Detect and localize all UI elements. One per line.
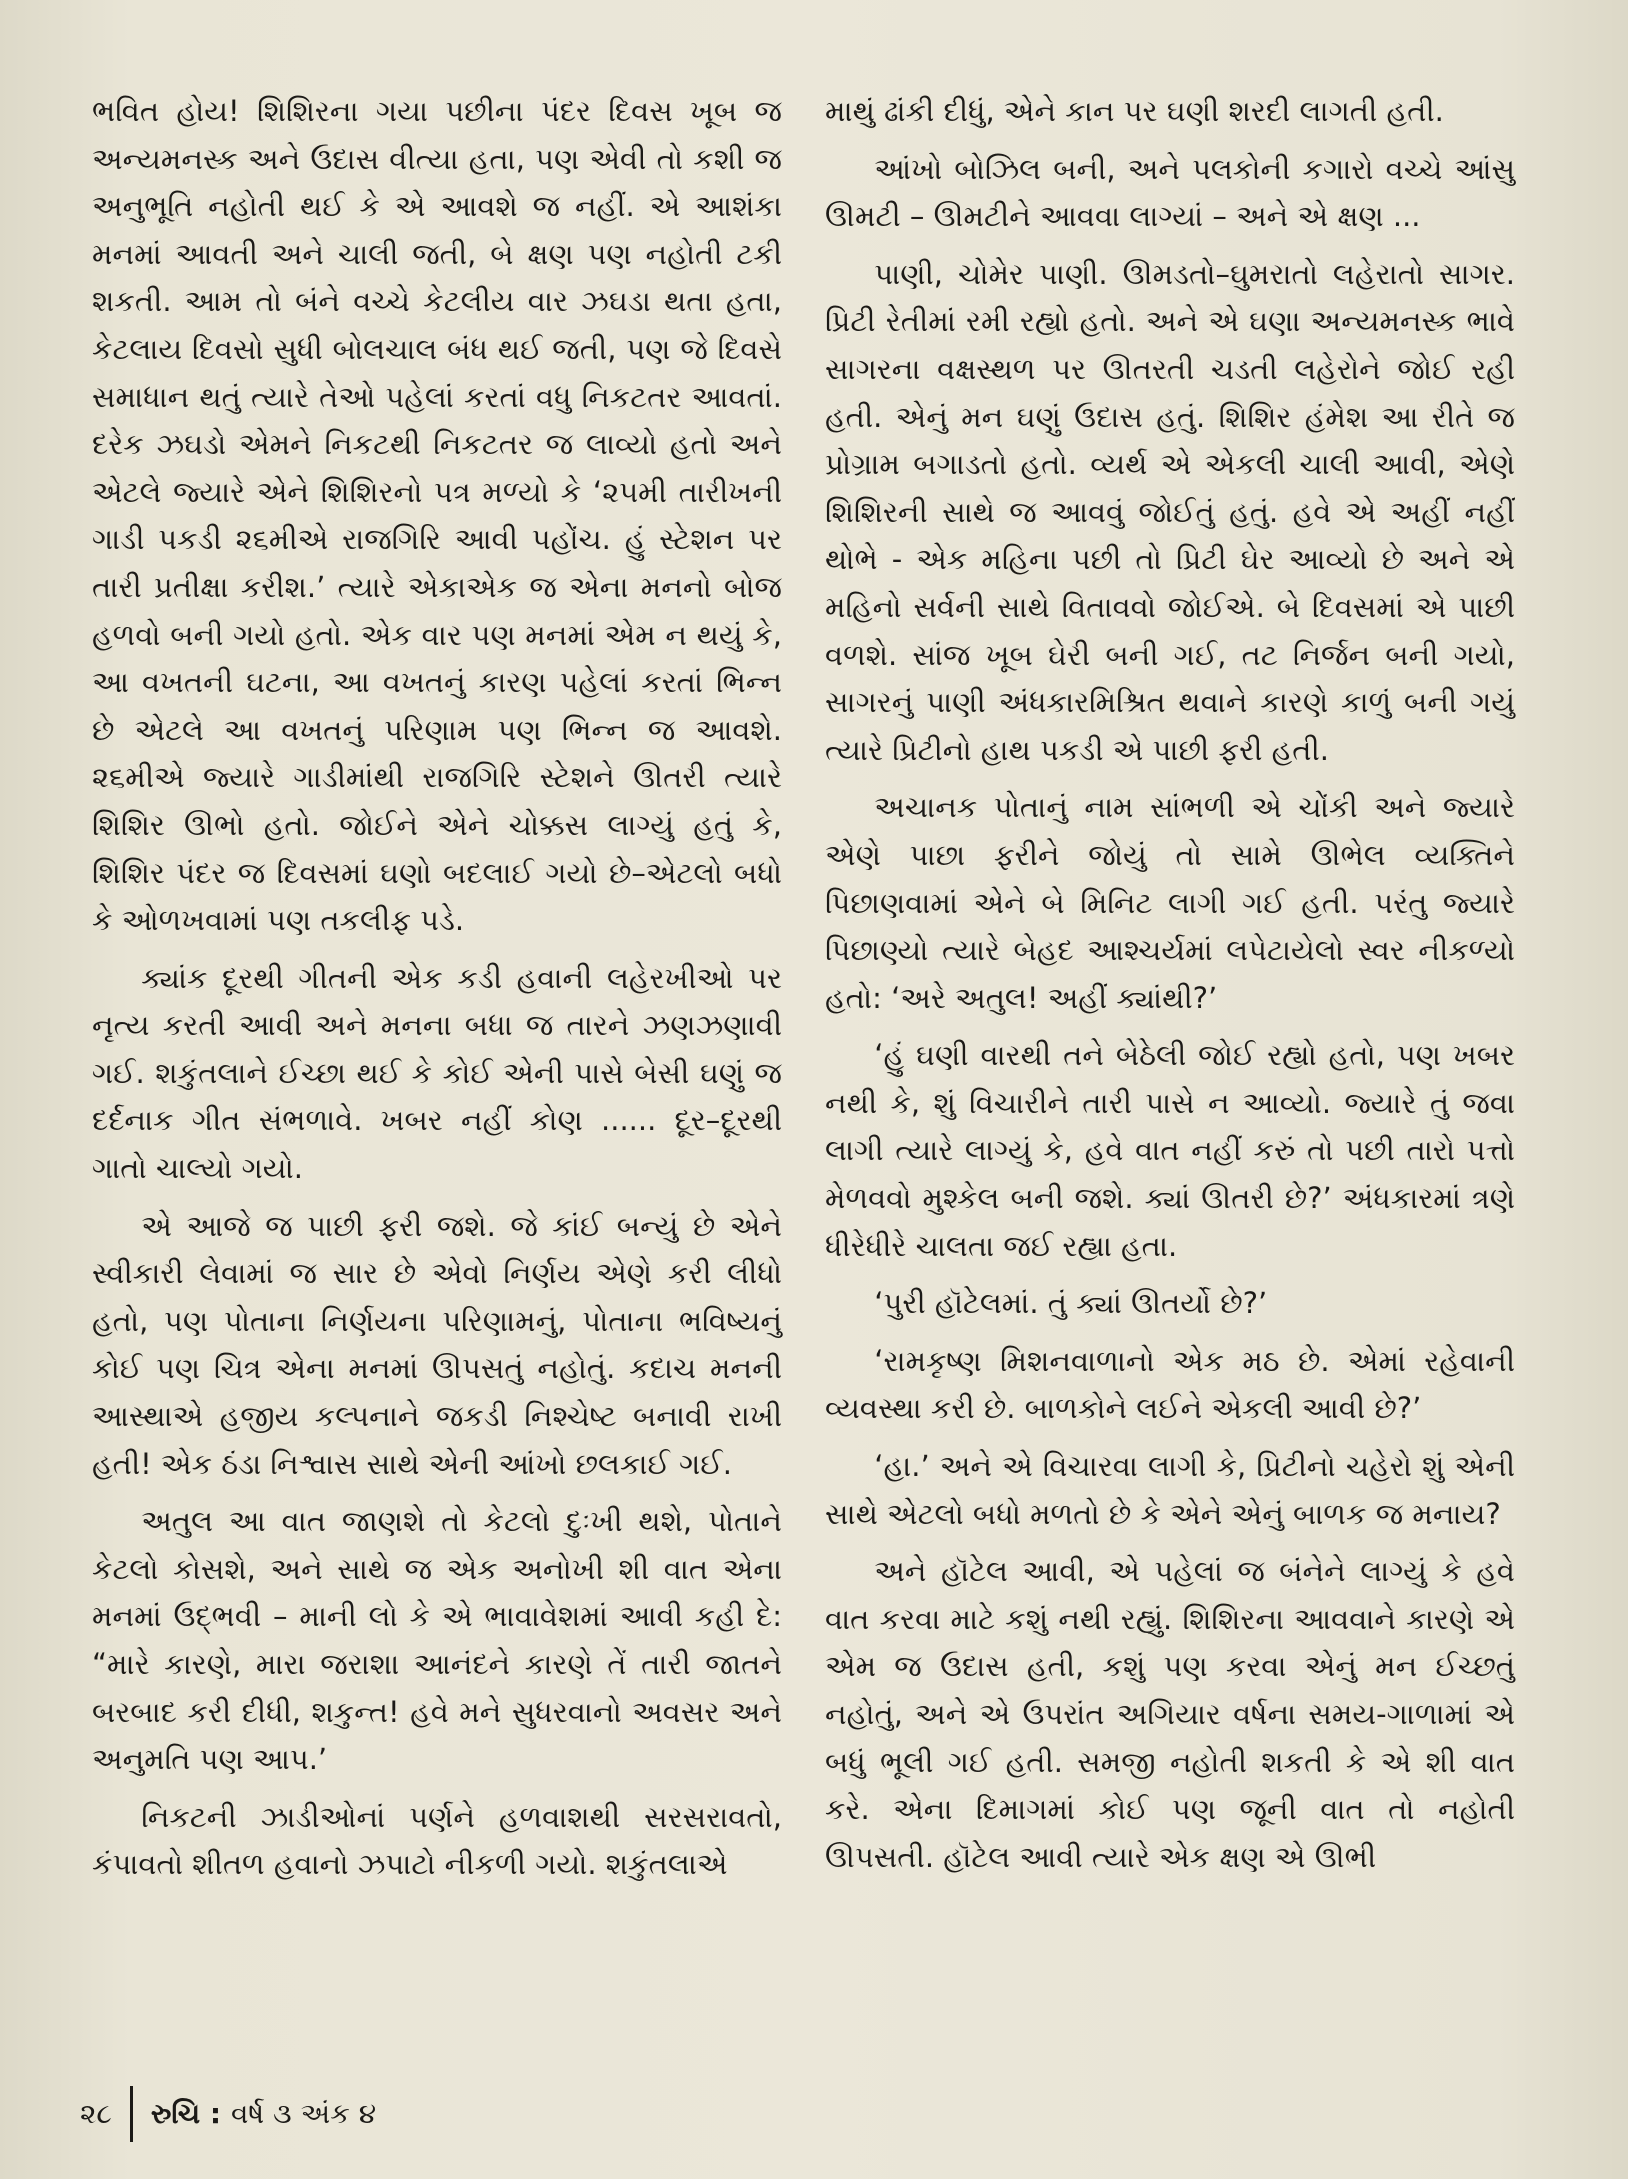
paragraph: એ આજે જ પાછી ફરી જશે. જે કાંઈ બન્યું છે એને સ્વીકારી લેવામાં જ સાર છે એવો નિર્ણય એણે કરી લીધો હતો, પણ પોતાના નિર્ણયના પરિણામનું, પોતાના ભવિષ્યનું કોઈ પણ ચિત્ર એના મનમાં ઊપસતું નહોતું. કદાચ મનની આસ્થાએ હજીય કલ્પનાને જકડી નિશ્ચેષ્ટ બનાવી રાખી હતી! એક ઠંડા નિશ્વાસ સાથે એની આંખો છલકાઈ ગઈ. xyxy=(92,1208,782,1481)
right-column xyxy=(825,88,1515,1891)
paragraph: માથું ઢાંકી દીધું, એને કાન પર ઘણી શરદી લાગતી હતી. xyxy=(825,94,1444,128)
paragraph: ‘હું ઘણી વારથી તને બેઠેલી જોઈ રહ્યો હતો, પણ ખબર નથી કે, શું વિચારીને તારી પાસે ન આવ્યો. જ્યારે તું જવા લાગી ત્યારે લાગ્યું કે, હવે વાત નહીં કરું તો પછી તારો પત્તો મેળવવો મુશ્કેલ બની જશે. ક્યાં ઊતરી છે?’ અંધકારમાં ત્રણે ધીરેધીરે ચાલતા જઈ રહ્યા હતા. xyxy=(825,1038,1515,1263)
paragraph: પાણી, ચોમેર પાણી. ઊમડતો–ઘુમરાતો લહેરાતો સાગર. પ્રિટી રેતીમાં રમી રહ્યો હતો. અને એ ઘણા અન્યમનસ્ક ભાવે સાગરના વક્ષસ્થળ પર ઊતરતી ચડતી લહેરોને જોઈ રહી હતી. એનું મન ઘણું ઉદાસ હતું. શિશિર હંમેશ આ રીતે જ પ્રોગ્રામ બગાડતો હતો. વ્યર્થ એ એકલી ચાલી આવી, એણે શિશિરની સાથે જ આવવું જોઈતું હતું. હવે એ અહીં નહીં થોભે - એક મહિના પછી તો પ્રિટી ઘેર આવ્યો છે અને એ મહિનો સર્વની સાથે વિતાવવો જોઈએ. બે દિવસમાં એ પાછી વળશે. સાંજ ખૂબ ઘેરી બની ગઈ, તટ નિર્જન બની ગયો, સાગરનું પાણી અંધકારમિશ્રિત થવાને કારણે કાળું બની ગયું ત્યારે પ્રિટીનો હાથ પકડી એ પાછી ફરી હતી. xyxy=(825,256,1515,767)
paragraph: ભવિત હોય! શિશિરના ગયા પછીના પંદર દિવસ ખૂબ જ અન્યમનસ્ક અને ઉદાસ વીત્યા હતા, પણ એવી તો કશી જ અનુભૂતિ નહોતી થઈ કે એ આવશે જ નહીં. એ આશંકા મનમાં આવતી અને ચાલી જતી, બે ક્ષણ પણ નહોતી ટકી શકતી. આમ તો બંને વચ્ચે કેટલીય વાર ઝઘડા થતા હતા, કેટલાય દિવસો સુધી બોલચાલ બંધ થઈ જતી, પણ જે દિવસે સમાધાન થતું ત્યારે તેઓ પહેલાં કરતાં વધુ નિકટતર આવતાં. દરેક ઝઘડો એમને નિકટથી નિકટતર જ લાવ્યો હતો અને એટલે જ્યારે એને શિશિરનો પત્ર મળ્યો કે ‘૨૫મી તારીખની ગાડી પકડી ૨૬મીએ રાજગિરિ આવી પહોંચ. હું સ્ટેશન પર તારી પ્રતીક્ષા કરીશ.’ ત્યારે એકાએક જ એના મનનો બોજ હળવો બની ગયો હતો. એક વાર પણ મનમાં એમ ન થયું કે, આ વખતની ઘટના, આ વખતનું કારણ પહેલાં કરતાં ભિન્ન છે એટલે આ વખતનું પરિણામ પણ ભિન્ન જ આવશે. ૨૬મીએ જ્યારે ગાડીમાંથી રાજગિરિ સ્ટેશને ઊતરી ત્યારે શિશિર ઊભો હતો. જોઈને એને ચોક્કસ લાગ્યું હતું કે, શિશિર પંદર જ દિવસમાં ઘણો બદલાઈ ગયો છે–એટલો બધો કે ઓળખવામાં પણ તકલીફ પડે. xyxy=(92,94,782,938)
footer-divider xyxy=(130,2086,133,2142)
issue-info: વર્ષ ૩ અંક ૪ xyxy=(231,2097,377,2130)
page-footer xyxy=(80,2086,376,2142)
paragraph: આંખો બોઝિલ બની, અને પલકોની કગારો વચ્ચે આંસુ ઊમટી – ઊમટીને આવવા લાગ્યાં – અને એ ક્ષણ ... xyxy=(825,151,1515,234)
paragraph: ક્યાંક દૂરથી ગીતની એક કડી હવાની લહેરખીઓ પર નૃત્ય કરતી આવી અને મનના બધા જ તારને ઝણઝણાવી ગઈ. શકુંતલાને ઈચ્છા થઈ કે કોઈ એની પાસે બેસી ઘણું જ દર્દનાક ગીત સંભળાવે. ખબર નહીં કોણ ...... દૂર–દૂરથી ગાતો ચાલ્યો ગયો. xyxy=(92,960,782,1186)
paragraph: અતુલ આ વાત જાણશે તો કેટલો દુઃખી થશે, પોતાને કેટલો કોસશે, અને સાથે જ એક અનોખી શી વાત એના મનમાં ઉદ્ભવી – માની લો કે એ ભાવાવેશમાં આવી કહી દે: “મારે કારણે, મારા જરાશા આનંદને કારણે તેં તારી જાતને બરબાદ કરી દીધી, શકુન્ત! હવે મને સુધરવાનો અવસર અને અનુમતિ પણ આપ.’ xyxy=(92,1504,782,1777)
paragraph: ‘હા.’ અને એ વિચારવા લાગી કે, પ્રિટીનો ચહેરો શું એની સાથે એટલો બધો મળતો છે કે એને એનું બાળક જ મનાય? xyxy=(825,1449,1515,1531)
paragraph: ‘રામકૃષ્ણ મિશનવાળાનો એક મઠ છે. એમાં રહેવાની વ્યવસ્થા કરી છે. બાળકોને લઈને એકલી આવી છે?’ xyxy=(825,1343,1515,1426)
paragraph: અને હૉટેલ આવી, એ પહેલાં જ બંનેને લાગ્યું કે હવે વાત કરવા માટે કશું નથી રહ્યું. શિશિરના આવવાને કારણે એ એમ જ ઉદાસ હતી, કશું પણ કરવા એનું મન ઈચ્છતું નહોતું, અને એ ઉપરાંત અગિયાર વર્ષના સમય-ગાળામાં એ બધું ભૂલી ગઈ હતી. સમજી નહોતી શકતી કે એ શી વાત કરે. એના દિમાગમાં કોઈ પણ જૂની વાત તો નહોતી ઊપસતી. હૉટેલ આવી ત્યારે એક ક્ષણ એ ઊભી xyxy=(825,1554,1515,1874)
paragraph: ‘પુરી હૉટેલમાં. તું ક્યાં ઊતર્યો છે?’ xyxy=(874,1286,1268,1321)
paragraph: નિકટની ઝાડીઓનાં પર્ણને હળવાશથી સરસરાવતો, કંપાવતો શીતળ હવાનો ઝપાટો નીકળી ગયો. શકુંતલાએ xyxy=(92,1799,782,1882)
page-number: ૨૮ xyxy=(80,2097,112,2130)
paragraph: અચાનક પોતાનું નામ સાંભળી એ ચોંકી અને જ્યારે એણે પાછા ફરીને જોયું તો સામે ઊભેલ વ્યક્તિને પિછાણવામાં એને બે મિનિટ લાગી ગઈ હતી. પરંતુ જ્યારે પિછાણ્યો ત્યારે બેહદ આશ્ચર્યમાં લપેટાયેલો સ્વર નીકળ્યો હતો: ‘અરે અતુલ! અહીં ક્યાંથી?’ xyxy=(825,790,1515,1015)
left-column xyxy=(92,88,782,1899)
magazine-name: રુચિ : xyxy=(150,2097,222,2130)
